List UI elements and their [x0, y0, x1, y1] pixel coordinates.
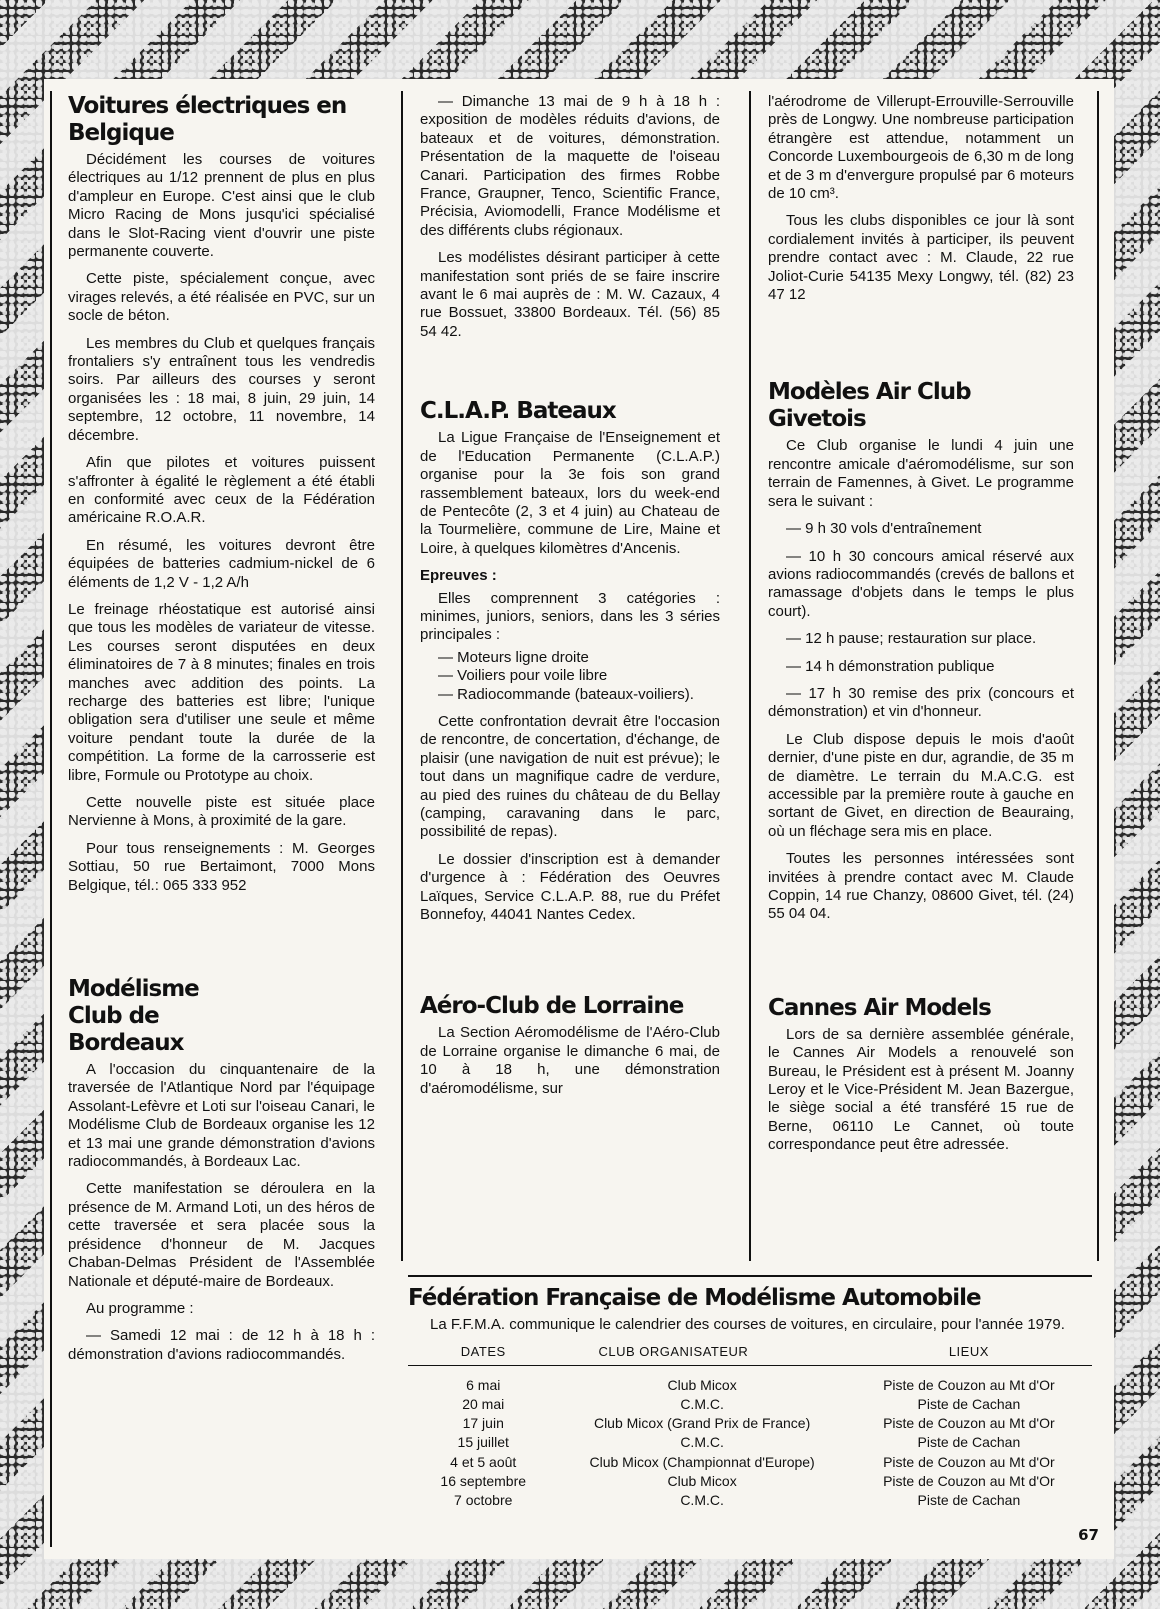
- subheading-epreuves: Epreuves :: [420, 567, 497, 585]
- paragraph: Lors de sa dernière assemblée générale, le Cannes Air Models a renouvelé son Bureau, le Président est à présent M. Joanny Leroy et le Vice-Président M. Jean Bazergue, le siège social a été transféré 15 rue de Berne, 06110 Le Cannet, où toute correspondance peut être adressée.: [768, 1025, 1074, 1154]
- club-cell: C.M.C.: [680, 1492, 724, 1509]
- paragraph: Tous les clubs disponibles ce jour là sont cordialement invités à participer, ils peuvent prendre contact avec : M. Claude, 22 rue Joliot-Curie 54135 Mexy Longwy, tél. (82) 23 47 12: [768, 212, 1074, 304]
- paragraph: Cette piste, spécialement conçue, avec virages relevés, a été réalisée en PVC, sur un socle de béton.: [68, 270, 375, 325]
- paragraph: — 14 h démonstration publique: [786, 657, 995, 675]
- federation-calendar: [408, 1275, 1092, 1511]
- federation-intro: La F.F.M.A. communique le calendrier des courses de voitures, en circulaire, pour l'année 1979.: [430, 1316, 1065, 1333]
- list-item: — Moteurs ligne droite: [438, 648, 589, 666]
- table-row: [408, 1491, 1092, 1510]
- date-cell: 6 mai: [466, 1376, 501, 1393]
- paragraph: La Ligue Française de l'Enseignement et de l'Education Permanente (C.L.A.P.) organise pour la 3e fois son grand rassemblement bateaux, lors du week-end de Pentecôte (2, 3 et 4 juin) au Chateau de la Tourmelière, commune de Lire, Maine et Loire, à quelques kilomètres d'Ancenis.: [420, 429, 720, 557]
- table-row: [408, 1433, 1092, 1452]
- column-divider-1: [401, 91, 403, 1261]
- location-cell: Piste de Cachan: [917, 1434, 1021, 1451]
- section-title-clap-bateaux: C.L.A.P. Bateaux: [420, 398, 616, 425]
- paragraph: Cette confrontation devrait être l'occasion de rencontre, de concertation, d'échange, de plaisir (une navigation de nuit est prévue); le tout dans un magnifique cadre de verdure, au pied des ruines du château de du Bellay (camping, caravaning dans le parc, possibilité de repas).: [420, 712, 720, 841]
- paragraph: — 12 h pause; restauration sur place.: [786, 630, 1037, 648]
- column-header: LIEUX: [846, 1340, 1092, 1366]
- paragraph: Décidément les courses de voitures électriques au 1/12 prennent de plus en plus d'ampleur en Europe. C'est ainsi que le club Micro Racing de Mons jusqu'ici spécialisé dans le Slot-Racing vient d'ouvrir une piste permanente couverte.: [68, 151, 375, 261]
- paragraph: Afin que pilotes et voitures puissent s'affronter à égalité le règlement a été établi en conformité avec ceux de la Fédération américaine R.O.A.R.: [68, 454, 375, 527]
- right-rule: [1097, 91, 1099, 1261]
- paragraph: Elles comprennent 3 catégories : minimes, juniors, seniors, dans les 3 séries principales :: [420, 589, 720, 644]
- club-cell: Club Micox (Grand Prix de France): [593, 1415, 811, 1432]
- left-rule: [50, 91, 52, 1547]
- location-cell: Piste de Couzon au Mt d'Or: [883, 1376, 1055, 1393]
- paragraph: — Dimanche 13 mai de 9 h à 18 h : exposition de modèles réduits d'avions, de bateaux et de voitures, démonstration. Présentation de la maquette de l'oiseau Canari. Participation des firmes Robbe France, Graupner, Tenco, Scientific France, Précisia, Aviomodelli, France Modélisme et des différents clubs régionaux.: [420, 93, 720, 239]
- paragraph: Ce Club organise le lundi 4 juin une rencontre amicale d'aéromodélisme, sur son terrain de Famennes, à Givet. Le programme sera le suivant :: [768, 437, 1074, 510]
- paragraph: Le freinage rhéostatique est autorisé ainsi que tous les modèles de variateur de vitesse. Les courses seront disputées en deux éliminatoires de 7 à 8 minutes; finales en trois manches avec addition des points. La recharge des batteries est libre; l'unique obligation sera d'utiliser une seule et même voiture pendant toute la durée de la compétition. La forme de la carrosserie est libre, Formule ou Prototype au choix.: [68, 600, 375, 784]
- paragraph: Les membres du Club et quelques français frontaliers s'y entraînent tous les vendredis soirs. Par ailleurs des courses y seront organisées les : 18 mai, 8 juin, 29 juin, 14 septembre, 12 octobre, 11 novembre, 14 décembre.: [68, 334, 375, 444]
- table-row: [408, 1453, 1092, 1472]
- column-header: CLUB ORGANISATEUR: [558, 1340, 845, 1366]
- federation-title: Fédération Française de Modélisme Automobile: [408, 1285, 981, 1311]
- column-3: [768, 93, 1074, 1164]
- paragraph: Le Club dispose depuis le mois d'août dernier, d'une piste en dur, agrandie, de 35 m de diamètre. Le terrain du M.A.C.G. est accessible par la première route à gauche en sortant de Givet, en direction de Beauraing, où un fléchage sera mis en place.: [768, 730, 1074, 840]
- race-calendar-table: [408, 1340, 1092, 1511]
- date-cell: 7 octobre: [454, 1492, 513, 1509]
- date-cell: 16 septembre: [440, 1472, 527, 1489]
- table-row: [408, 1395, 1092, 1414]
- paragraph: l'aérodrome de Villerupt-Errouville-Serrouville près de Longwy. Une nombreuse participation étrangère est attendue, notamment un Concorde Luxembourgeois de 6,30 m de long et de 3 m d'envergure propulsé par 6 moteurs de 10 cm³.: [768, 93, 1074, 203]
- section-title-voitures-electriques: Voitures électriques en Belgique: [68, 93, 347, 146]
- section-title-cannes-air-models: Cannes Air Models: [768, 994, 991, 1021]
- table-row: [408, 1414, 1092, 1433]
- paragraph: A l'occasion du cinquantenaire de la traversée de l'Atlantique Nord par l'équipage Assolant-Lefèvre et Loti sur l'oiseau Canari, le Modélisme Club de Bordeaux organise les 12 et 13 mai une grande démonstration d'avions radiocommandés, à Bordeaux Lac.: [68, 1061, 375, 1171]
- date-cell: 4 et 5 août: [450, 1453, 517, 1470]
- club-cell: Club Micox: [667, 1472, 737, 1489]
- paragraph: Les modélistes désirant participer à cette manifestation sont priés de se faire inscrire avant le 6 mai auprès de : M. W. Cazaux, 4 rue Bossuet, 33800 Bordeaux. Tél. (56) 85 54 42.: [420, 249, 720, 340]
- paragraph: Le dossier d'inscription est à demander d'urgence à : Fédération des Oeuvres Laïques, Service C.L.A.P. 88, rue du Préfet Bonnefoy, 44041 Nantes Cedex.: [420, 850, 720, 924]
- list-item: — Radiocommande (bateaux-voiliers).: [438, 685, 694, 703]
- column-2: [420, 93, 720, 1107]
- date-cell: 20 mai: [462, 1395, 505, 1412]
- paragraph: — Samedi 12 mai : de 12 h à 18 h : démonstration d'avions radiocommandés.: [68, 1327, 375, 1363]
- section-title-aero-club-lorraine: Aéro-Club de Lorraine: [420, 993, 684, 1020]
- table-row: [408, 1472, 1092, 1491]
- table-header-row: [408, 1340, 1092, 1366]
- paragraph: La Section Aéromodélisme de l'Aéro-Club de Lorraine organise le dimanche 6 mai, de 10 à 18 h, une démonstration d'aéromodélisme, sur: [420, 1024, 720, 1097]
- date-cell: 17 juin: [462, 1415, 504, 1432]
- section-title-air-club-givetois: Modèles Air Club Givetois: [768, 379, 971, 433]
- column-divider-2: [749, 91, 751, 1261]
- paragraph: Cette manifestation se déroulera en la présence de M. Armand Loti, un des héros de cette traversée et sera placée sous la présidence d'honneur de M. Jacques Chaban-Delmas Président de l'Assemblée Nationale et député-maire de Bordeaux.: [68, 1180, 375, 1290]
- club-cell: C.M.C.: [680, 1395, 724, 1412]
- section-title-modelisme-bordeaux: Modélisme Club de Bordeaux: [68, 976, 199, 1057]
- paragraph: — 10 h 30 concours amical réservé aux avions radiocommandés (crevés de ballons et ramassage d'objets dans le temps le plus court).: [768, 547, 1074, 620]
- location-cell: Piste de Couzon au Mt d'Or: [883, 1415, 1055, 1432]
- paragraph: — 9 h 30 vols d'entraînement: [786, 520, 982, 538]
- paragraph: — 17 h 30 remise des prix (concours et démonstration) et vin d'honneur.: [768, 684, 1074, 721]
- paragraph: Toutes les personnes intéressées sont invitées à prendre contact avec M. Claude Coppin, 14 rue Chanzy, 08600 Givet, tél. (24) 55 04 04.: [768, 850, 1074, 923]
- table-row: [408, 1376, 1092, 1395]
- club-cell: C.M.C.: [680, 1434, 724, 1451]
- date-cell: 15 juillet: [457, 1434, 509, 1451]
- location-cell: Piste de Couzon au Mt d'Or: [883, 1453, 1055, 1470]
- paragraph: Pour tous renseignements : M. Georges Sottiau, 50 rue Bertaimont, 7000 Mons Belgique, tél.: 065 333 952: [68, 839, 375, 894]
- paragraph: Cette nouvelle piste est située place Nervienne à Mons, à proximité de la gare.: [68, 794, 375, 830]
- location-cell: Piste de Cachan: [917, 1395, 1021, 1412]
- magazine-page: [44, 79, 1114, 1559]
- table-row: [408, 1366, 1092, 1376]
- column-1: [68, 93, 375, 1373]
- club-cell: Club Micox: [667, 1376, 737, 1393]
- list-item: — Voiliers pour voile libre: [438, 667, 608, 685]
- page-number: 67: [1075, 1525, 1102, 1545]
- location-cell: Piste de Cachan: [917, 1492, 1021, 1509]
- location-cell: Piste de Couzon au Mt d'Or: [883, 1472, 1055, 1489]
- paragraph: En résumé, les voitures devront être équipées de batteries cadmium-nickel de 6 éléments de 1,2 V - 1,2 A/h: [68, 536, 375, 591]
- column-header: DATES: [408, 1340, 558, 1366]
- paragraph: Au programme :: [86, 1299, 194, 1317]
- club-cell: Club Micox (Championnat d'Europe): [589, 1453, 815, 1470]
